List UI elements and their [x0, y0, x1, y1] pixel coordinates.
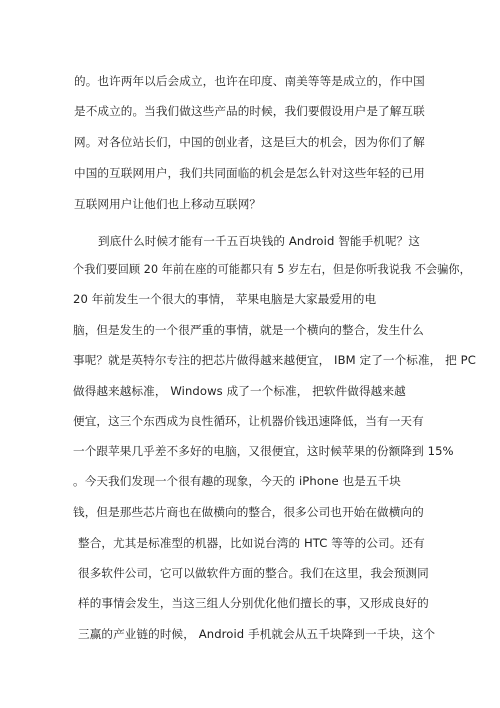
text-line: 很多软件公司，它可以做软件方面的整合。我们在这里，我会预测同	[78, 566, 429, 580]
text-line: 中国的互联网用户，我们共同面临的机会是怎么针对这些年轻的已用	[74, 166, 425, 180]
text-line: 事呢？就是英特尔专注的把芯片做得越来越便宜， IBM 定了一个标准， 把 PC	[73, 353, 476, 367]
text-line: 钱，但是那些芯片商也在做横向的整合，很多公司也开始在做横向的	[73, 505, 424, 519]
text-line: 一个跟苹果几乎差不多好的电脑，又很便宜，这时候苹果的份额降到 15%	[73, 444, 454, 458]
text-line: 样的事情会发生，当这三组人分别优化他们擅长的事，又形成良好的	[78, 596, 429, 610]
text-line: 。今天我们发现一个很有趣的现象，今天的 iPhone 也是五千块	[73, 474, 401, 488]
text-line: 做得越来越标准， Windows 成了一个标准， 把软件做得越来越	[73, 384, 406, 398]
text-line: 整合，尤其是标准型的机器，比如说台湾的 HTC 等等的公司。还有	[78, 536, 425, 550]
text-line: 互联网用户让他们也上移动互联网？	[74, 197, 262, 211]
text-line: 是不成立的。当我们做这些产品的时候，我们要假设用户是了解互联	[74, 104, 425, 118]
text-line: 的。也许两年以后会成立，也许在印度、南美等等是成立的，作中国	[74, 74, 425, 88]
text-line: 便宜，这三个东西成为良性循环，让机器价钱迅速降低，当有一天有	[73, 414, 424, 428]
text-line: 个我们要回顾 20 年前在座的可能都只有 5 岁左右，但是你听我说我 不会骗你，	[73, 263, 471, 276]
text-line: 脑，但是发生的一个很严重的事情，就是一个横向的整合，发生什么	[73, 323, 424, 337]
text-line: 20 年前发生一个很大的事情， 苹果电脑是大家最爱用的电	[73, 292, 377, 306]
text-line: 三赢的产业链的时候， Android 手机就会从五千块降到一千块，这个	[78, 627, 436, 641]
text-line: 网。对各位站长们，中国的创业者，这是巨大的机会，因为你们了解	[74, 135, 425, 149]
text-line: 到底什么时候才能有一千五百块钱的 Android 智能手机呢？这	[98, 234, 421, 248]
